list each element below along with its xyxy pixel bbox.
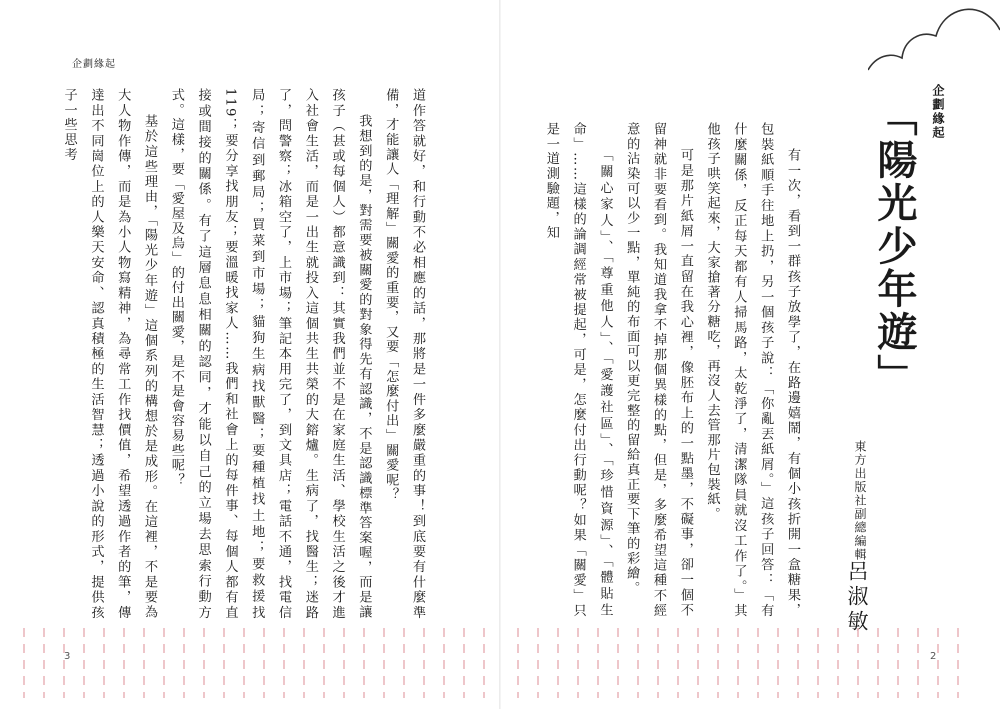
page-number: 3 — [64, 651, 71, 662]
paragraph: 「關心家人」、「尊重他人」、「愛護社區」、「珍惜資源」、「體貼生命」……這樣的論調經常被提起，可是，怎麼付出行動呢？如果「關愛」只是一道測驗題，知 — [543, 122, 613, 618]
section-label: 企劃緣起 — [931, 84, 945, 140]
paragraph: 基於這些理由，「陽光少年遊」這個系列的構想於是成形。在這裡，不是要為大人物作傳，而是為小人物寫精神，為尋常工作找價值，希望透過作者的筆，傳達出不同崗位上的人樂天安命、認真積極的生活智慧；透過小說的形式，提供孩子一些思考 — [61, 88, 158, 620]
author-name: 呂淑敏 — [845, 560, 869, 635]
left-page-body — [61, 88, 430, 620]
dashed-lines-decoration-right — [512, 628, 982, 698]
running-head: 企劃緣起 — [72, 59, 116, 70]
page-title: 「陽光少年遊」 — [871, 96, 918, 397]
dashed-lines-decoration-left — [20, 628, 490, 698]
page-number: 2 — [930, 651, 937, 662]
paragraph: 有一次，看到一群孩子放學了，在路邊嬉鬧，有個小孩折開一盒糖果，包裝紙順手往地上扔，另一個孩子說：「你亂丟紙屑。」這孩子回答：「有什麼關係，反正每天都有人掃馬路，太乾淨了，清潔隊員就沒工作了。」其他孩子哄笑起來，大家搶著分糖吃，再沒人去管那片包裝紙。 — [704, 122, 800, 618]
cloud-decoration — [868, 0, 1000, 72]
page-gutter — [499, 0, 501, 709]
right-page-body — [543, 122, 805, 618]
paragraph: 可是那片紙屑一直留在我心裡，像胚布上的一點墨，不礙事，卻一個不留神就非要看到。我知道我拿不掉那個異樣的點，但是，多麼希望這種不經意的沾染可以少一點，單純的布面可以更完整的留給真正要下筆的彩繪。 — [624, 122, 693, 618]
paragraph: 我想到的是，對需要被關愛的對象得先有認識，不是認識標準答案喔，而是讓孩子（甚或每個人）都意識到：其實我們並不是在家庭生活、學校生活之後才進入社會生活，而是一出生就投入這個共生共榮的大鎔爐。生病了，找醫生；迷路了，問警察；冰箱空了，上市場；筆記本用完了，到文具店；電話不通，找電信局；寄信到郵局；買菜到市場；貓狗生病找獸醫；要種植找土地；要救援找119；要分享找朋友；要溫暖找家人……我們和社會上的每件事、每個人都有直接或間接的關係。有了這層息息相關的認同，才能以自己的立場去思索行動方式。這樣，要「愛屋及烏」的付出關愛，是不是會容易些呢？ — [168, 88, 372, 620]
paragraph: 道作答就好，和行動不必相應的話，那將是一件多麼嚴重的事！到底要有什麼準備，才能讓人「理解」關愛的重要，又要「怎麼付出」關愛呢？ — [383, 88, 425, 620]
author-position: 東方出版社副總編輯 — [853, 440, 867, 562]
